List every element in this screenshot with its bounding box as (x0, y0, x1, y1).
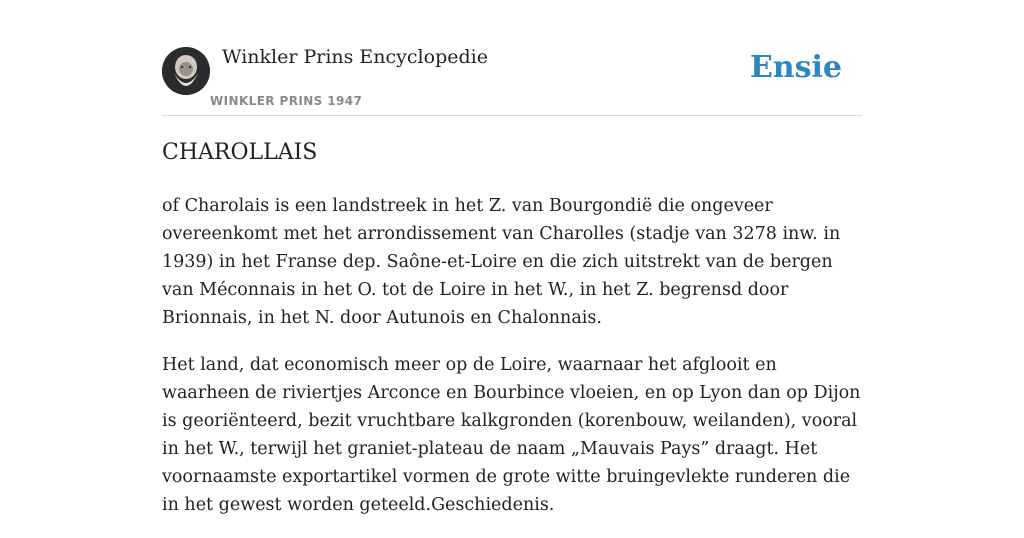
edition-label[interactable]: WINKLER PRINS 1947 (210, 94, 363, 108)
article-body (162, 192, 862, 538)
site-name-link[interactable]: Winkler Prins Encyclopedie (222, 46, 488, 68)
author-portrait-icon[interactable] (162, 47, 210, 95)
article-title: CHAROLLAIS (162, 140, 318, 165)
ensie-logo[interactable]: Ensie (749, 50, 842, 85)
article-paragraph: Het land, dat economisch meer op de Loire, waarnaar het afglooit en waarheen de riviertjes Arconce en Bourbince vloeien, en op Lyon dan op Dijon is georiënteerd, bezit vruchtbare kalkgronden (korenbouw, weilanden), vooral in het W., terwijl het graniet-plateau de naam „Mauvais Pays” draagt. Het voornaamste exportartikel vormen de grote witte bruingevlekte runderen die in het gewest worden geteeld.Geschiedenis. (162, 355, 861, 515)
page (162, 0, 862, 515)
article-paragraph: of Charolais is een landstreek in het Z. van Bourgondië die ongeveer overeenkomt met het arrondissement van Charolles (stadje van 3278 inw. in 1939) in het Franse dep. Saône-et-Loire en die zich uitstrekt van de bergen van Méconnais in het O. tot de Loire in het W., in het Z. begrensd door Brionnais, in het N. door Autunois en Chalonnais. (162, 196, 841, 328)
site-header (162, 0, 862, 116)
